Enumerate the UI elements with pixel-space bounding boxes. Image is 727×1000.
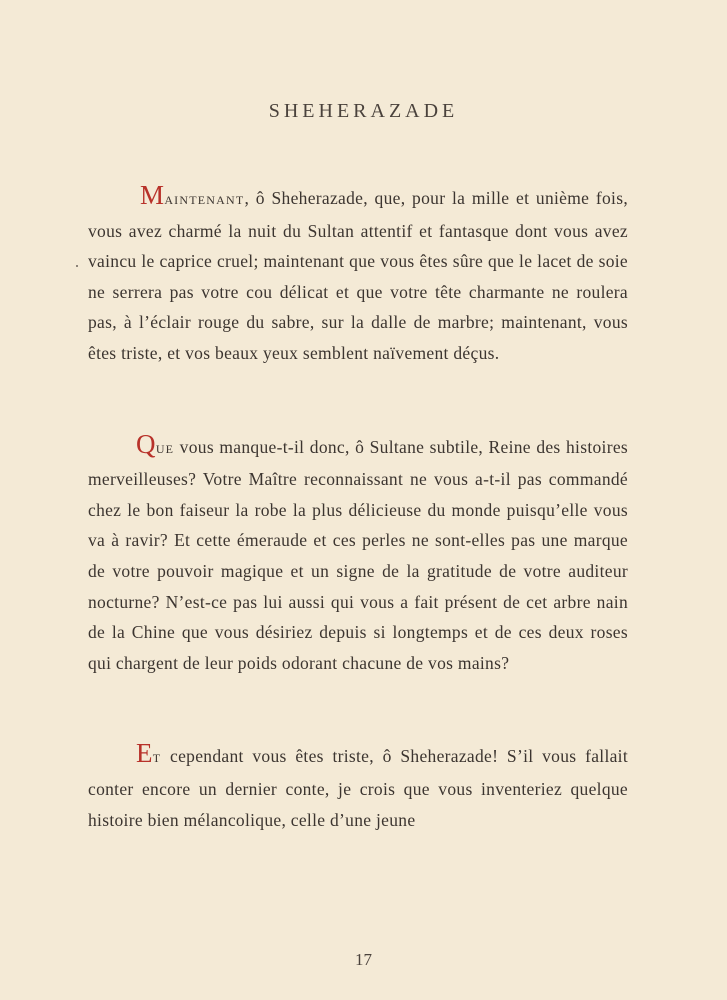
paper-speck	[76, 265, 78, 267]
body-text	[88, 182, 628, 835]
paragraph-2	[88, 428, 628, 679]
paragraph-3	[88, 740, 628, 835]
drop-cap: E	[136, 738, 153, 769]
small-caps-lead: UE	[155, 441, 175, 456]
paragraph-1	[88, 182, 628, 369]
paragraph-text: , ô Sheherazade, que, pour la mille et unième fois, vous avez charmé la nuit du Sultan attentif et fantasque dont vous avez vaincu le caprice cruel; maintenant que vous êtes sûre que le lacet de soie ne serrera pas votre cou délicat et que votre tête charmante ne roulera pas, à l’éclair rouge du sabre, sur la dalle de marbre; maintenant, vous êtes triste, et vos beaux yeux semblent naïvement déçus.	[88, 188, 628, 363]
drop-cap: M	[140, 180, 165, 210]
chapter-title: SHEHERAZADE	[268, 100, 459, 122]
paragraph-text: vous manque-t-il donc, ô Sultane subtile, Reine des histoires merveilleuses? Votre Maître reconnaissant ne vous a-t-il pas commandé chez le bon faiseur la robe la plus délicieuse du monde puisqu’elle vous va à ravir? Et cette émeraude et ces perles ne sont-elles pas une marque de votre pouvoir magique et un signe de la gratitude de votre auditeur nocturne? N’est-ce pas lui aussi qui vous a fait présent de cet arbre nain de la Chine que vous désiriez depuis si longtemps et de ces deux roses qui chargent de leur poids odorant chacune de vos mains?	[88, 436, 628, 673]
small-caps-lead: T	[152, 751, 162, 766]
page-number: 17	[355, 950, 372, 969]
drop-cap: Q	[136, 428, 156, 459]
paragraph-text: cependant vous êtes triste, ô Sheherazade! S’il vous fallait conter encore un dernier conte, je crois que vous inventeriez quelque histoire bien mélancolique, celle d’une jeune	[88, 746, 628, 830]
small-caps-lead: AINTENANT	[164, 193, 245, 207]
